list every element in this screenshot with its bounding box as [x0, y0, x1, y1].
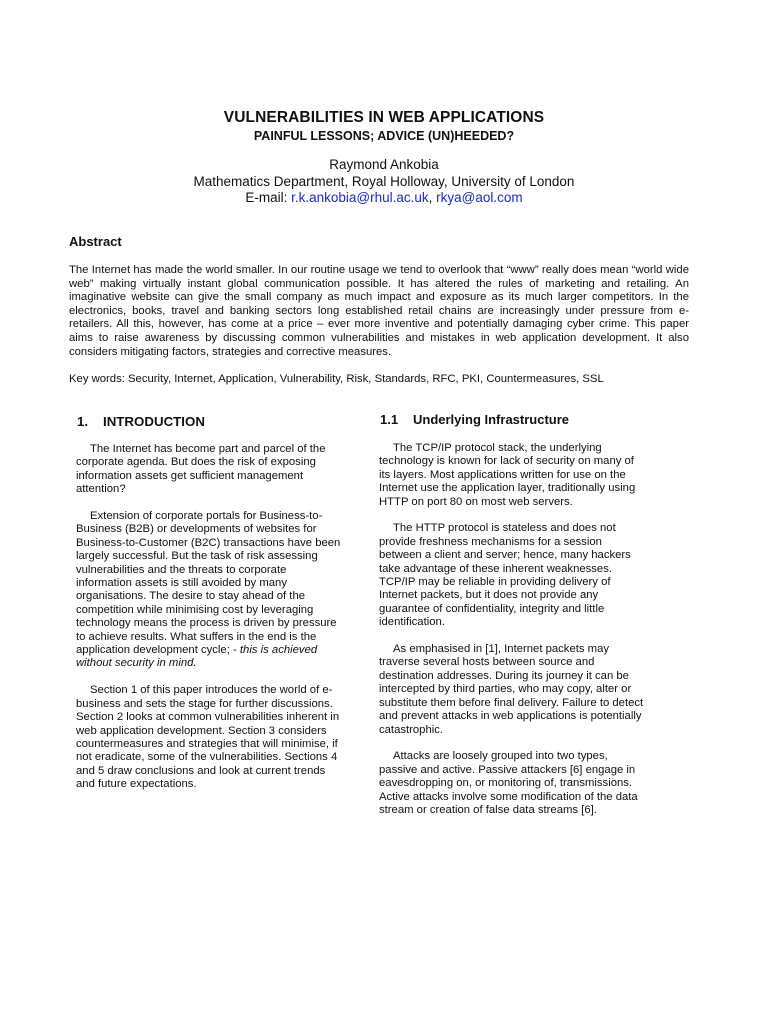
- author-email-line: [0, 190, 768, 205]
- subsection-heading-infrastructure: [380, 412, 569, 427]
- section-heading-introduction: [77, 414, 205, 429]
- author-name: Raymond Ankobia: [329, 157, 439, 172]
- author-affiliation: Mathematics Department, Royal Holloway, University of London: [193, 174, 575, 189]
- keywords: Key words: Security, Internet, Application, Vulnerability, Risk, Standards, RFC, PKI, Countermeasures, SSL: [69, 373, 604, 385]
- intro-paragraph-2-text: Extension of corporate portals for Business-to-Business (B2B) or developments of websites for Business-to-Customer (B2C) transactions have been largely successful. But the task of risk assessing vulnerabilities and the threats to corporate information assets is still avoided by many organisations. The desire to stay ahead of the competition while minimising cost by leveraging technology means the process is driven by pressure to achieve results. What suffers in the end is the application development cycle; -: [76, 510, 341, 657]
- intro-paragraph-1: The Internet has become part and parcel of the corporate agenda. But does the risk of exposing information assets get sufficient management attention?: [76, 443, 326, 496]
- subsection-title: Underlying Infrastructure: [413, 412, 570, 427]
- abstract-heading: Abstract: [69, 234, 122, 249]
- intro-paragraph-3: Section 1 of this paper introduces the world of e-business and sets the stage for further discussions. Section 2 looks at common vulnerabilities inherent in web application development. Section 3 considers countermeasures and strategies that will minimise, if not eradicate, some of the vulnerabilities. Sections 4 and 5 draw conclusions and look at current trends and future expectations.: [76, 684, 340, 791]
- right-column: [379, 442, 647, 831]
- infra-paragraph-1: The TCP/IP protocol stack, the underlying technology is known for lack of security on many of its layers. Most applications written for use on the Internet use the application layer, traditionally using HTTP on port 80 on most web servers.: [379, 442, 636, 508]
- email-separator: ,: [428, 190, 437, 205]
- subsection-number: 1.1: [380, 412, 399, 427]
- infra-paragraph-2: The HTTP protocol is stateless and does not provide freshness mechanisms for a session between a client and server; hence, many hackers take advantage of these inherent weaknesses. TCP/IP may be reliable in providing delivery of Internet packets, but it does not provide any guarantee of confidentiality, integrity and little identification.: [379, 522, 631, 629]
- section-title: INTRODUCTION: [103, 414, 205, 429]
- section-number: 1.: [77, 414, 89, 429]
- email-link-rhul[interactable]: r.k.ankobia@rhul.ac.uk: [291, 190, 429, 205]
- paper-subtitle: PAINFUL LESSONS; ADVICE (UN)HEEDED?: [253, 129, 515, 143]
- email-link-aol[interactable]: rkya@aol.com: [436, 190, 523, 205]
- left-column: [76, 443, 344, 805]
- intro-paragraph-2-emphasis: this is achieved without security in mind.: [76, 644, 318, 670]
- abstract-text: The Internet has made the world smaller. In our routine usage we tend to overlook that “www” really does mean “world wide web” making virtually instant global communication possible. It has altered the rules of marketing and retailing. An imaginative website can give the small company as much impact and exposure as its much larger competitors. In the electronics, books, travel and banking sectors long established retail chains are increasingly under pressure from e-retailers. All this, however, has come at a price – ever more inventive and potentially damaging cyber crime. This paper aims to raise awareness by discussing common vulnerabilities and mistakes in web application development. It also considers mitigating factors, strategies and corrective measures.: [69, 264, 689, 358]
- infra-paragraph-4: Attacks are loosely grouped into two types, passive and active. Passive attackers [6] engage in eavesdropping on, or monitoring of, transmissions. Active attacks involve some modification of the data stream or creation of false data streams [6].: [379, 750, 638, 816]
- paper-title: VULNERABILITIES IN WEB APPLICATIONS: [223, 109, 545, 126]
- infra-paragraph-3: As emphasised in [1], Internet packets may traverse several hosts between source and destination addresses. During its journey it can be intercepted by third parties, who may copy, alter or substitute them before final delivery. Failure to detect and prevent attacks in web applications is potentially catastrophic.: [379, 643, 644, 736]
- email-label: E-mail:: [245, 190, 292, 205]
- intro-paragraph-2: [76, 510, 344, 671]
